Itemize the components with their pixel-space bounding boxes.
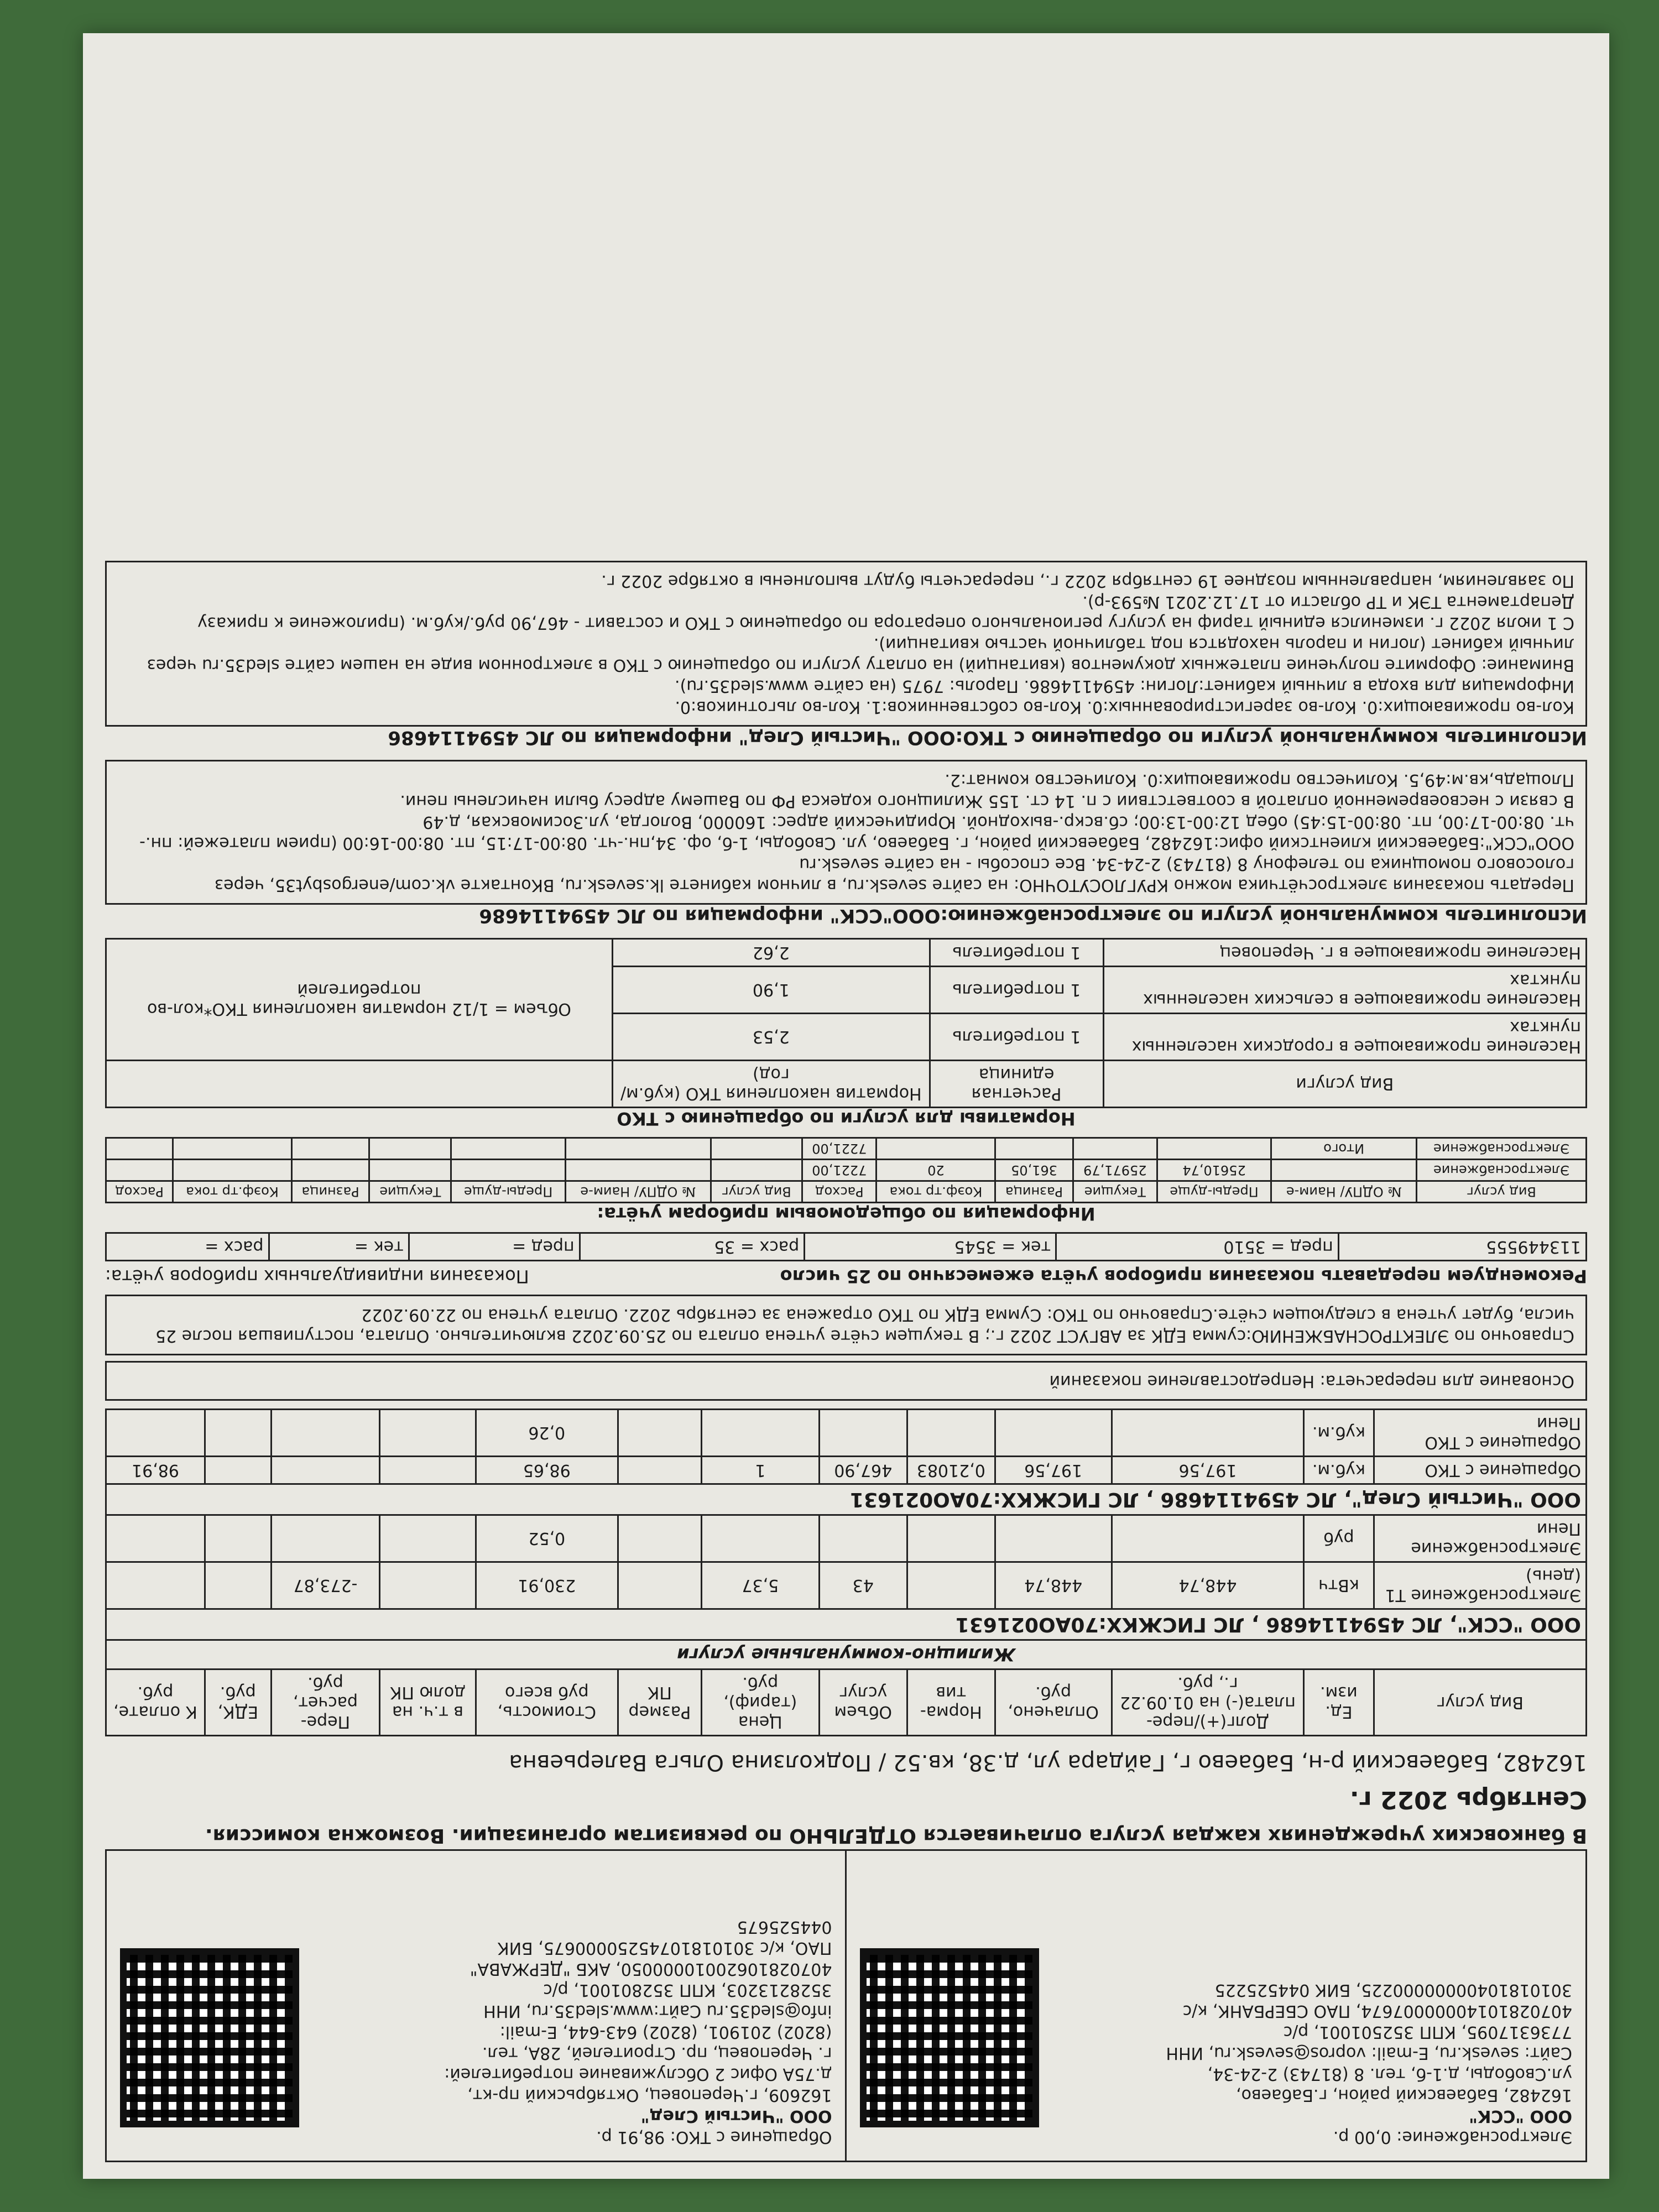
table-cell: Итого xyxy=(1271,1138,1417,1160)
meter-pred2: пред = xyxy=(409,1233,580,1261)
meter-note: Рекомендуем передавать показания приборов учёта ежемесячно по 25 число xyxy=(780,1266,1587,1287)
tko-block-title: Исполнитель коммунальной услуги по обращению с ТКО:ООО "Чистый След" информация по ЛС 4594114686 xyxy=(388,727,1587,749)
table-cell: 1 потребитель xyxy=(930,967,1103,1014)
table-cell: 1,90 xyxy=(612,967,930,1014)
table-cell: кВтч xyxy=(1304,1562,1374,1609)
table-cell xyxy=(451,1160,565,1181)
odpu-header-cell: № ОДПУ/ Наим-е xyxy=(565,1181,711,1203)
table-cell xyxy=(711,1160,802,1181)
ssk-amount: Электроснабжение: 0,00 р. xyxy=(1333,2127,1572,2147)
table-cell xyxy=(380,1457,476,1484)
table-cell xyxy=(205,1457,271,1484)
table-cell xyxy=(995,1138,1073,1160)
services-header-row xyxy=(106,1670,1587,1736)
table-cell: 467,90 xyxy=(819,1457,907,1484)
table-cell: 1 потребитель xyxy=(930,1014,1103,1061)
table-cell xyxy=(877,1138,995,1160)
table-cell: Обращение с ТКО Пени xyxy=(1374,1410,1586,1457)
table-cell: 20 xyxy=(877,1160,995,1181)
services-group-row xyxy=(106,1609,1587,1640)
services-header-cell: Вид услуг xyxy=(1374,1670,1586,1736)
table-cell xyxy=(173,1138,292,1160)
odpu-header-cell: Текущие xyxy=(1073,1181,1157,1203)
table-cell: Население проживающее в городских населенных пунктах xyxy=(1103,1014,1586,1061)
norm-header-cell: Вид услуги xyxy=(1103,1061,1586,1108)
table-cell xyxy=(205,1515,271,1562)
table-cell xyxy=(205,1562,271,1609)
table-cell xyxy=(1112,1410,1304,1457)
table-cell xyxy=(819,1410,907,1457)
services-table xyxy=(105,1408,1587,1736)
odpu-header-cell: Расход xyxy=(802,1181,877,1203)
table-cell xyxy=(907,1410,995,1457)
table-cell: Обращение с ТКО xyxy=(1374,1457,1586,1484)
odpu-header-cell: Преды-дуще xyxy=(451,1181,565,1203)
table-cell: руб xyxy=(1304,1515,1374,1562)
table-cell xyxy=(106,1138,173,1160)
meter-tek2: тек = xyxy=(269,1233,409,1261)
odpu-header-cell: Текущие xyxy=(369,1181,451,1203)
payer-address: 162482, Бабаевский р-н, Бабаево г, Гайдара ул, д.38, кв.52 / Подколзина Ольга Валерьевна xyxy=(509,1750,1587,1775)
services-section-title: Жилищно-коммунальные услуги xyxy=(106,1640,1587,1670)
norm-header-row xyxy=(106,1061,1587,1108)
table-cell: 448,74 xyxy=(995,1562,1112,1609)
table-cell xyxy=(565,1160,711,1181)
bank-notice: В банковских учреждениях каждая услуга оплачивается ОТДЕЛЬНО по реквизитам организации. Возможна комиссия. xyxy=(205,1824,1587,1847)
table-cell xyxy=(271,1457,380,1484)
table-cell: 0,21083 xyxy=(907,1457,995,1484)
odpu-body xyxy=(106,1138,1587,1181)
services-header-cell: Размер ПК xyxy=(618,1670,701,1736)
table-cell xyxy=(369,1160,451,1181)
odpu-table xyxy=(105,1137,1587,1203)
odpu-header-cell: Вид услуг xyxy=(1417,1181,1587,1203)
services-group-row xyxy=(106,1484,1587,1515)
table-cell xyxy=(1112,1515,1304,1562)
table-cell xyxy=(380,1515,476,1562)
services-header-cell: Пере-расчет, руб. xyxy=(271,1670,380,1736)
services-header-cell: Норма-тив xyxy=(907,1670,995,1736)
table-cell: Электроснабжение xyxy=(1417,1160,1587,1181)
ssk-org-name: ООО "ССК" xyxy=(1469,2106,1572,2126)
table-cell xyxy=(106,1562,205,1609)
table-cell xyxy=(173,1160,292,1181)
tko-block: Кол-во проживающих:0. Кол-во зарегистрированных:0. Кол-во собственников:1. Кол-во льготников:0. Информация для входа в личный кабинет:Логин: 4594114686. Пароль: 7975 (на сайте www.sled35.ru). Внимание: Оформите получение платежных документов (квитанций) на оплату услуги по обращению с ТКО в электронном виде на нашем сайте sled35.ru через личный кабинет (логин и пароль находятся под табличной частью квитанции). С 1 июля 2022 г. изменился единый тариф на услугу регионального оператора по обращению с ТКО и составит - 467,90 руб./куб.м. (приложение к приказу Департамента ТЭК и ТР области от 17.12.2021 №593-р). По заявлениям, направленным позднее 19 сентября 2022 г., перерасчеты будут выполнены в октябре 2022 г. xyxy=(105,561,1587,727)
table-cell: 98,65 xyxy=(476,1457,618,1484)
table-cell: -273,87 xyxy=(271,1562,380,1609)
billing-period: Сентябрь 2022 г. xyxy=(1349,1786,1587,1814)
meter-note-ind: Показания индивидуальных приборов учёта: xyxy=(105,1266,529,1287)
receipt-paper xyxy=(83,33,1609,2179)
table-row xyxy=(106,1410,1587,1457)
table-cell xyxy=(291,1138,369,1160)
norm-header-cell: Расчетная единица xyxy=(930,1061,1103,1108)
table-cell xyxy=(271,1515,380,1562)
table-cell xyxy=(106,1410,205,1457)
services-header-cell: Оплачено, руб. xyxy=(995,1670,1112,1736)
table-cell xyxy=(380,1410,476,1457)
table-cell xyxy=(819,1515,907,1562)
odpu-header-cell: Расход xyxy=(106,1181,173,1203)
table-cell xyxy=(565,1138,711,1160)
meter-tek: тек = 3545 xyxy=(805,1233,1056,1261)
table-cell: 197,56 xyxy=(1112,1457,1304,1484)
table-row xyxy=(106,1457,1587,1484)
table-cell xyxy=(1073,1138,1157,1160)
odpu-header-row xyxy=(106,1181,1587,1203)
table-cell: Население проживающее в сельских населенных пунктах xyxy=(1103,967,1586,1014)
services-body xyxy=(106,1410,1587,1670)
table-cell: 43 xyxy=(819,1562,907,1609)
services-group-title: ООО "ССК", ЛС 4594114686 , ЛС ГИСЖКХ:70АО021631 xyxy=(106,1609,1587,1640)
meter-rash: расх = 35 xyxy=(580,1233,805,1261)
services-header-cell: Долг(+)/пере-плата(-) на 01.09.22 г., руб. xyxy=(1112,1670,1304,1736)
services-group-title: ООО "Чистый След", ЛС 4594114686 , ЛС ГИСЖКХ:70АО021631 xyxy=(106,1484,1587,1515)
odpu-header-cell: Преды-дуще xyxy=(1157,1181,1271,1203)
table-cell: Электроснабжение Пени xyxy=(1374,1515,1586,1562)
table-cell: Электроснабжение T1 (день) xyxy=(1374,1562,1586,1609)
table-cell: 7221,00 xyxy=(802,1138,877,1160)
table-row xyxy=(106,1014,1587,1061)
table-cell: куб.м. xyxy=(1304,1457,1374,1484)
table-cell: куб.м. xyxy=(1304,1410,1374,1457)
table-cell xyxy=(702,1515,819,1562)
table-cell xyxy=(1157,1138,1271,1160)
table-cell: 197,56 xyxy=(995,1457,1112,1484)
tko-amount: Обращение с ТКО: 98,91 р. xyxy=(596,2127,832,2147)
table-cell: 1 xyxy=(702,1457,819,1484)
odpu-header-cell: Разница xyxy=(995,1181,1073,1203)
table-cell xyxy=(380,1562,476,1609)
recalc-basis: Основание для перерасчета: Непредоставление показаний xyxy=(105,1361,1587,1401)
table-cell: 25971,79 xyxy=(1073,1160,1157,1181)
table-cell: 0,52 xyxy=(476,1515,618,1562)
services-header-cell: Объем услуг xyxy=(819,1670,907,1736)
table-row xyxy=(106,1160,1587,1181)
services-header-cell: в т.ч. на долю ПК xyxy=(380,1670,476,1736)
norm-formula-head xyxy=(106,1061,613,1108)
table-cell xyxy=(106,1515,205,1562)
tko-qr-code xyxy=(120,1948,299,2127)
table-cell xyxy=(618,1410,701,1457)
receipt-sheet xyxy=(83,33,1609,2179)
norm-formula: Объем = 1/12 норматив накопления ТКО*кол-во потребителей xyxy=(106,939,613,1061)
table-cell xyxy=(907,1515,995,1562)
meter-note-row xyxy=(105,1266,1587,1287)
table-cell: 5,37 xyxy=(702,1562,819,1609)
table-cell xyxy=(271,1410,380,1457)
table-cell xyxy=(291,1160,369,1181)
odpu-header-cell: № ОДПУ/ Наим-е xyxy=(1271,1181,1417,1203)
table-cell xyxy=(369,1138,451,1160)
table-cell xyxy=(106,1160,173,1181)
services-section-row xyxy=(106,1640,1587,1670)
tko-org-name: ООО "Чистый След" xyxy=(640,2106,832,2126)
ssk-block: Передать показания электросчётчика можно КРУГЛОСУТОЧНО: на сайте sevesk.ru, в личном кабинете lk.sevesk.ru, ВКонтакте vk.com/energosbyt35, через голосового помощника по телефону 8 (81743) 2-24-34. Все способы - на сайте sevesk.ru ООО"ССК":Бабаевский клиентский офис:162482, Бабаевский район, г. Бабаево, ул. Свободы, 1-б, оф. 34,пн.-чт. 08:00-17:15, пт. 08:00-16:00 (прием платежей: пн.-чт. 08:00-17:00, пт. 08:00-15:45) обед 12:00-13:00; сб.вскр.-выходной. Юридический адрес: 160000, Вологда, ул.Зосимовская, д.49 В связи с несвоевременной оплатой в соответствии с п. 14 ст. 155 Жилищного кодекса РФ по Вашему адресу были начислены пени. Площадь,кв.м:49,5. Количество проживающих:0. Количество комнат:2. xyxy=(105,760,1587,905)
meter-rash2: расх = xyxy=(106,1233,269,1261)
table-cell xyxy=(995,1515,1112,1562)
table-cell: 0,26 xyxy=(476,1410,618,1457)
meter-pred: пред = 3510 xyxy=(1056,1233,1339,1261)
table-cell xyxy=(907,1562,995,1609)
table-cell xyxy=(618,1562,701,1609)
table-cell: Население проживающее в г. Череповец xyxy=(1103,939,1586,967)
norm-header-cell: Норматив накопления ТКО (куб.м/год) xyxy=(612,1061,930,1108)
odpu-title: Информация по общедомовым приборам учёта: xyxy=(597,1203,1095,1224)
table-cell: 7221,00 xyxy=(802,1160,877,1181)
services-header-cell: Стоимость, руб всего xyxy=(476,1670,618,1736)
table-row xyxy=(106,1562,1587,1609)
table-cell xyxy=(711,1138,802,1160)
table-row xyxy=(106,1138,1587,1160)
table-cell: Электроснабжение xyxy=(1417,1138,1587,1160)
table-cell: 25610,74 xyxy=(1157,1160,1271,1181)
table-cell xyxy=(702,1410,819,1457)
payee-ssk xyxy=(847,1851,1586,2161)
ssk-qr-code xyxy=(860,1948,1040,2127)
norm-body xyxy=(106,939,1587,1061)
table-cell: 98,91 xyxy=(106,1457,205,1484)
reference-note: Справочно по ЭЛЕКТРОСНАБЖЕНИЮ:сумма ЕДК за АВГУСТ 2022 г.; В текущем счёте учтена оплата по 25.09.2022 включительно. Оплата, поступившая после 25 числа, будет учтена в следующем счёте.Справочно по ТКО: Сумма ЕДК по ТКО отражена за сентябрь 2022. Оплата учтена по 22.09.2022 xyxy=(105,1295,1587,1355)
services-table-wrap xyxy=(105,561,1587,1736)
services-header-cell: Ед. изм. xyxy=(1304,1670,1374,1736)
table-cell xyxy=(1271,1160,1417,1181)
ssk-details: 162482, Бабаевский район, г.Бабаево, ул.Свободы, д.1-б, тел. 8 (81743) 2-24-34, Сайт: sevesk.ru, E-mail: vopros@sevesk.ru, ИНН 7736317095, КПП 352501001, р/с 40702810140000007674, ПАО СБЕРБАНК, к/с 30101810400000000225, БИК 044525225 xyxy=(1166,1980,1572,2105)
norm-table xyxy=(105,938,1587,1108)
tko-details: 162609, г.Череповец, Октябрьский пр-кт, д.75А Офис 2 Обслуживание потребителей: г. Череповец, пр. Строителей, 28А, тел. (8202) 201901, (8202) 643-644, E-mail: info@sled35.ru Сайт:www.sled35.ru, ИНН 3528213203, КПП 352801001, р/с 40702810620010000050, АКБ "ДЕРЖАВА" ПАО, к/с 30101810745250000675, БИК 044525675 xyxy=(444,1917,832,2105)
table-cell xyxy=(618,1515,701,1562)
odpu-header-cell: Коэф.тр тока xyxy=(173,1181,292,1203)
table-cell: 448,74 xyxy=(1112,1562,1304,1609)
odpu-header-cell: Вид услуг xyxy=(711,1181,802,1203)
table-cell xyxy=(451,1138,565,1160)
payee-header xyxy=(105,1849,1587,2162)
odpu-header-cell: Разница xyxy=(291,1181,369,1203)
meter-id: 113449555 xyxy=(1338,1233,1586,1261)
norm-title: Нормативы для услуги по обращению с ТКО xyxy=(617,1108,1076,1129)
table-cell: 361,05 xyxy=(995,1160,1073,1181)
table-cell: 2,53 xyxy=(612,1014,930,1061)
services-header-cell: К оплате, руб. xyxy=(106,1670,205,1736)
meter-readings xyxy=(105,1232,1587,1261)
table-cell: 230,91 xyxy=(476,1562,618,1609)
services-header-cell: ЕДК, руб. xyxy=(205,1670,271,1736)
services-header-cell: Цена (тариф), руб. xyxy=(702,1670,819,1736)
payee-tko xyxy=(107,1851,847,2161)
ssk-block-title: Исполнитель коммунальной услуги по электроснабжению:ООО"ССК" информация по ЛС 4594114686 xyxy=(479,905,1587,927)
table-cell xyxy=(618,1457,701,1484)
odpu-header-cell: Коэф.тр тока xyxy=(877,1181,995,1203)
table-cell xyxy=(205,1410,271,1457)
table-cell xyxy=(995,1410,1112,1457)
table-cell: 1 потребитель xyxy=(930,939,1103,967)
table-row xyxy=(106,1515,1587,1562)
table-cell: 2,62 xyxy=(612,939,930,967)
